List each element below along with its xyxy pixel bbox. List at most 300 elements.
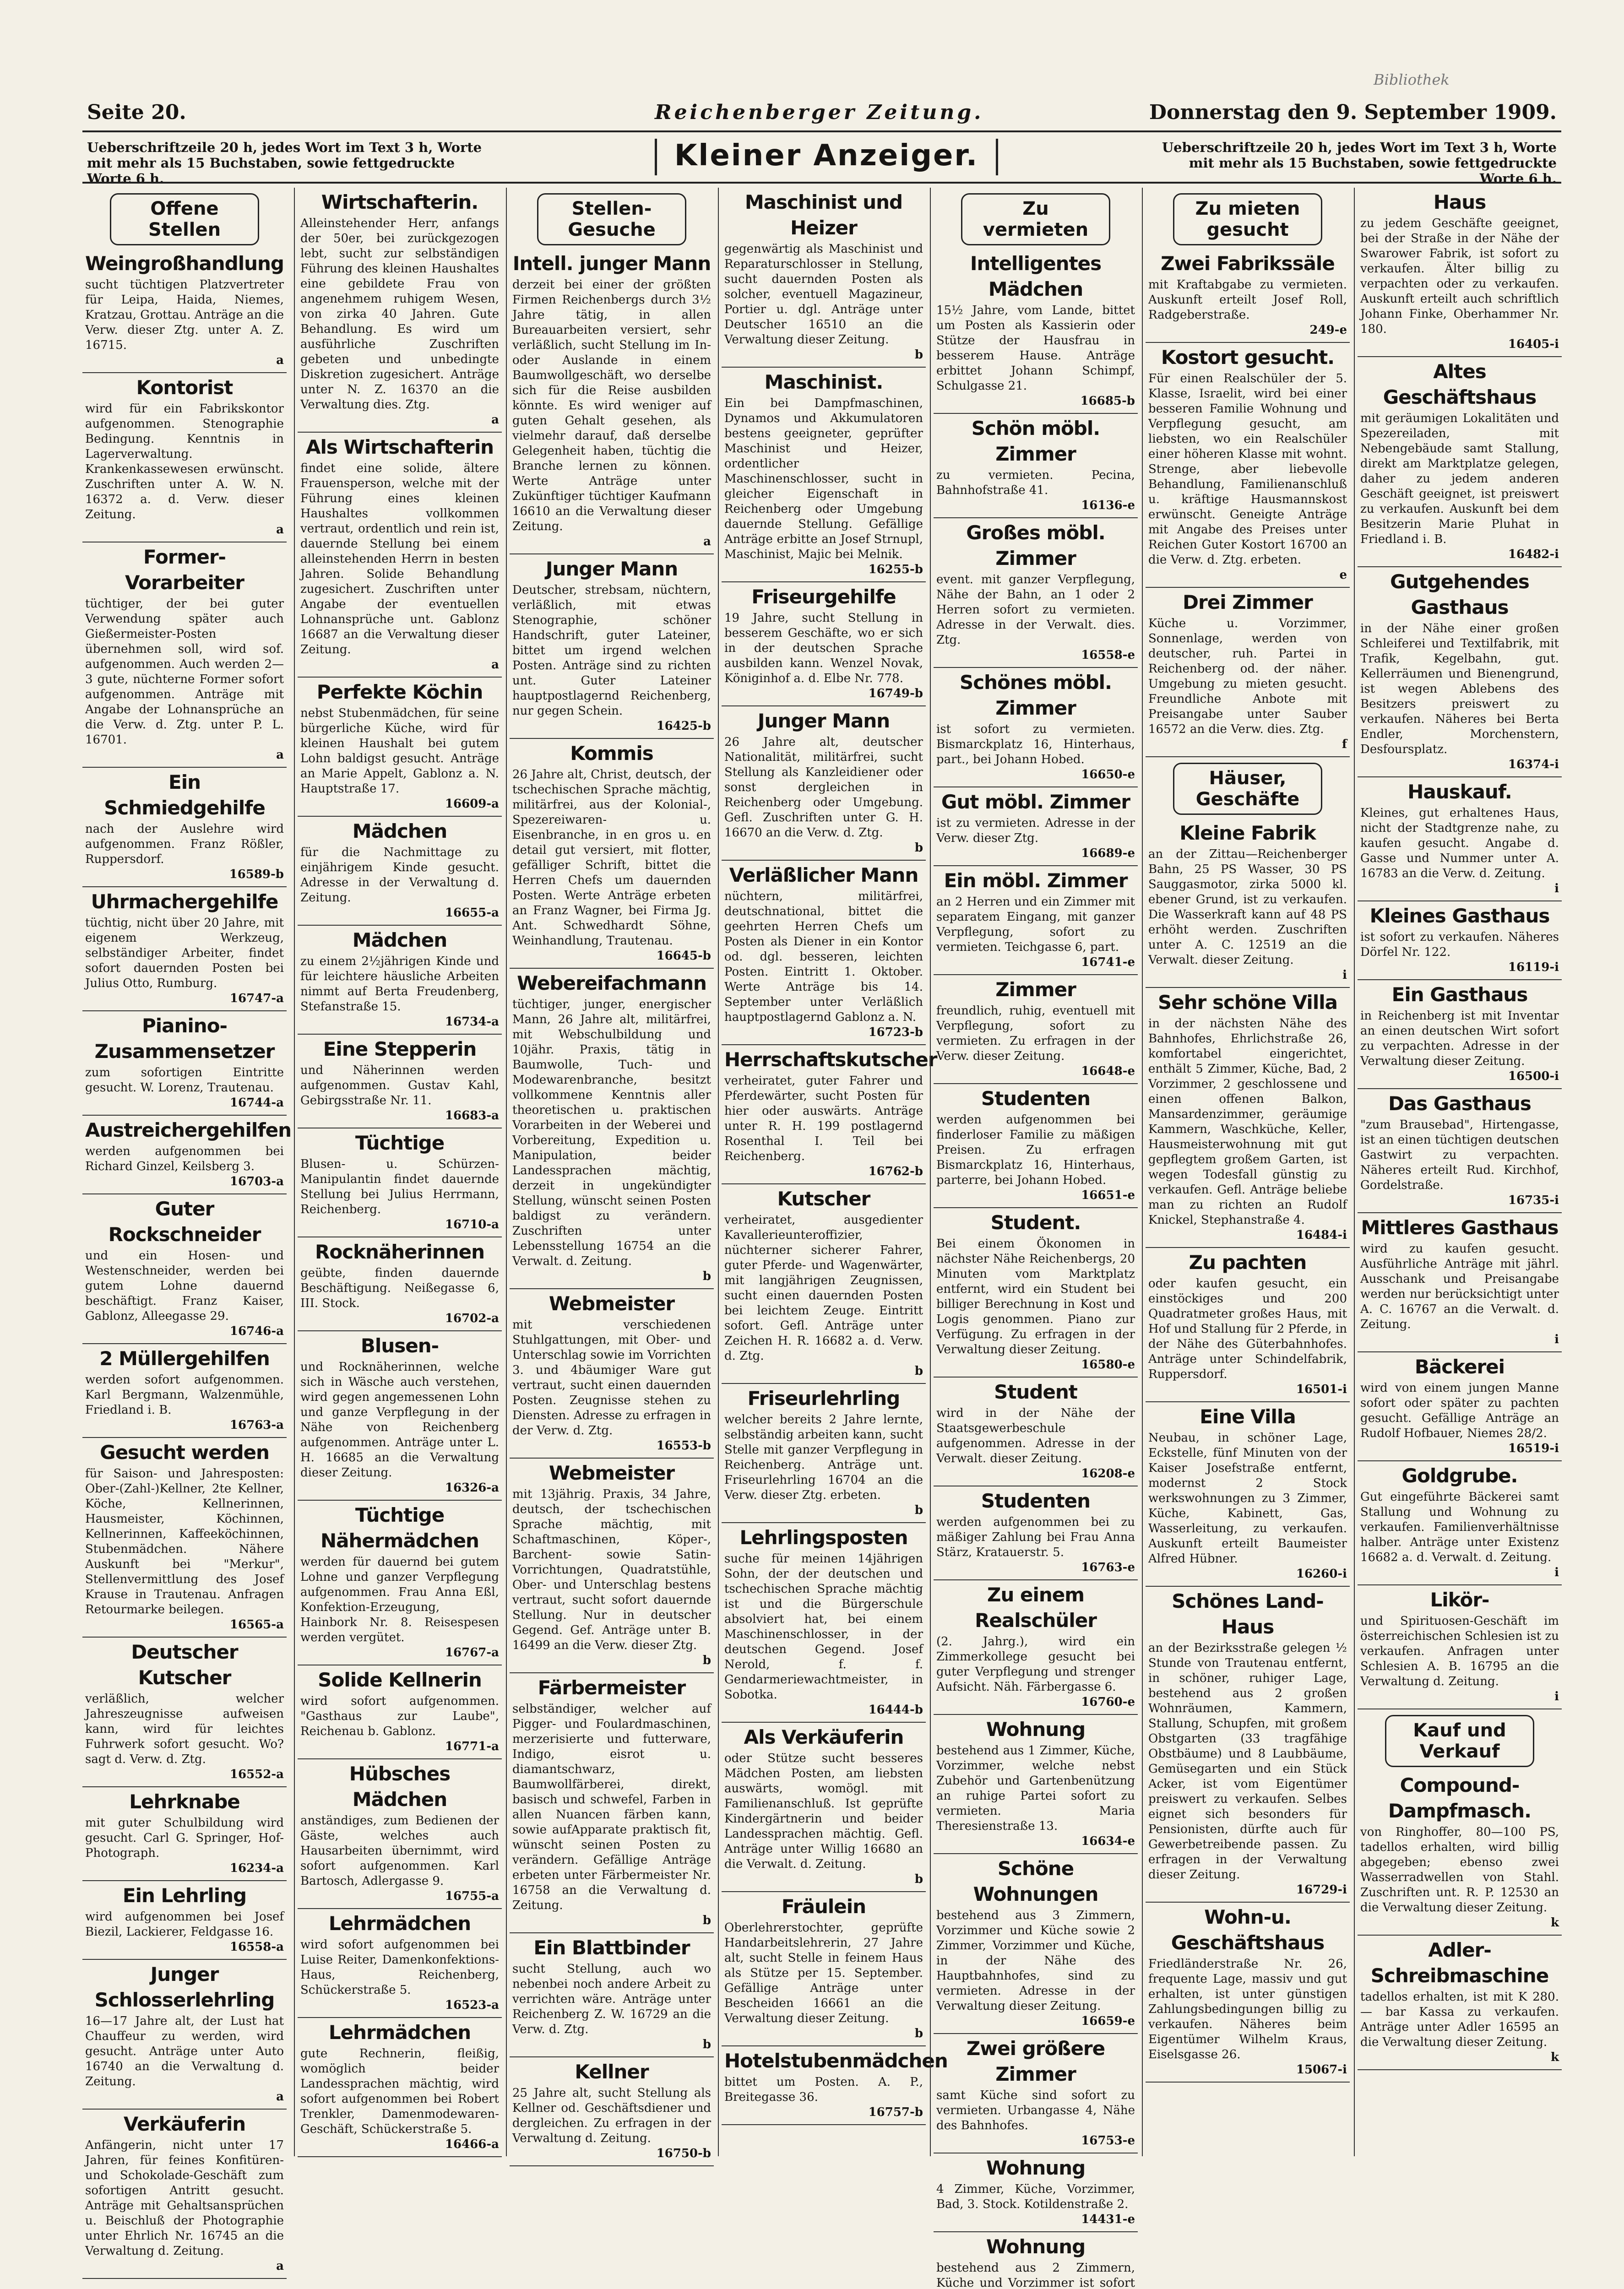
ad-number: k bbox=[1550, 1916, 1559, 1930]
ad-heading: Schöne Wohnungen bbox=[973, 1857, 1098, 1905]
classified-ad bbox=[1146, 588, 1350, 757]
ad-number: 16651-e bbox=[1081, 1188, 1135, 1202]
ad-number: 16683-a bbox=[445, 1109, 499, 1123]
classified-ad bbox=[934, 1208, 1138, 1378]
ad-heading: Zwei Fabrikssäle bbox=[1161, 252, 1335, 275]
ad-body: sucht Stellung, auch wo nebenbei noch andere Arbeit zu verrichten wäre. Anträge unter Reichenberg Z. W. 16729 an die Verw. d. Ztg. bbox=[512, 1962, 711, 2036]
ad-number: 16744-a bbox=[229, 1096, 284, 1110]
classified-ad bbox=[298, 1035, 502, 1128]
classified-ad bbox=[82, 1960, 287, 2110]
ad-number: a bbox=[276, 2090, 284, 2104]
ad-heading: Altes Geschäftshaus bbox=[1383, 360, 1537, 408]
ad-heading: Junger Mann bbox=[545, 558, 678, 580]
classified-ad bbox=[298, 1237, 502, 1331]
ad-number: 14431-e bbox=[1081, 2213, 1135, 2226]
running-header bbox=[82, 101, 1561, 128]
ad-heading: Verläßlicher Mann bbox=[729, 864, 918, 886]
ad-number: 16519-i bbox=[1508, 1442, 1559, 1455]
ad-body: Friedländerstraße Nr. 26, frequente Lage, massiv und gut erhalten, ist unter günstigen Zahlungsbedingungen billig zu verkaufen. Näheres beim Eigentümer Wilhelm Kraus, Eiselsgasse 26. bbox=[1148, 1957, 1347, 2061]
ad-number: b bbox=[914, 2027, 923, 2040]
ad-body: werden aufgenommen bei Richard Ginzel, Keilsberg 3. bbox=[85, 1144, 284, 1173]
ad-body: an der Bezirksstraße gelegen ½ Stunde von Trautenau entfernt, in schöner, ruhiger Lage, bestehend aus 2 großen Wohnräumen, Kammern, Stallung, Schupfen, mit großem Obstgarten (33 tragfähige Obstbäume) und 8 Laubbäume, Gemüsegarten und ein Stück Acker, ist vom Eigentümer preiswert zu verkaufen. Selbes eignet sich besonders für Pensionisten, dürfte auch für Gewerbetreibende passen. Zu erfragen in der Verwaltung dieser Zeitung. bbox=[1148, 1641, 1347, 1882]
ad-number: a bbox=[703, 535, 711, 548]
ad-body: 25 Jahre alt, sucht Stellung als Kellner od. Geschäftsdiener und dergleichen. Zu erfragen in der Verwaltung d. Zeitung. bbox=[512, 2086, 711, 2145]
ad-body: werden sofort aufgenommen. Karl Bergmann, Walzenmühle, Friedland i. B. bbox=[85, 1373, 284, 1417]
classified-ad bbox=[82, 2110, 287, 2279]
ad-heading: Zimmer bbox=[995, 978, 1076, 1001]
column-3 bbox=[510, 188, 714, 2160]
column-6 bbox=[1146, 188, 1350, 2156]
ad-body: und Rocknäherinnen, welche sich in Wäsche auch verstehen, wird gegen angemessenen Lohn und ganze Verpflegung in der Nähe von Reichenberg aufgenommen. Anträge unter L. H. 16685 an die Verwaltung dieser Zeitung. bbox=[300, 1360, 499, 1480]
classified-ad bbox=[934, 1854, 1138, 2034]
ad-heading: Ein Schmiedgehilfe bbox=[104, 771, 265, 819]
ad-body: freundlich, ruhig, eventuell mit Verpflegung, sofort zu vermieten. Zu erfragen in der Verw. dieser Zeitung. bbox=[936, 1004, 1135, 1063]
ad-number: 16558-e bbox=[1081, 648, 1135, 662]
classified-ad bbox=[1358, 188, 1562, 357]
ad-body: wird für ein Fabrikskontor aufgenommen. Stenographie Bedingung. Kenntnis in Lagerverwaltung. Krankenkassewesen erwünscht. Zuschriften unter A. W. N. 16372 a. d. Verw. dieser Zeitung. bbox=[85, 402, 284, 521]
classified-ad bbox=[934, 1084, 1138, 1208]
ad-number: 16565-a bbox=[229, 1618, 284, 1632]
ad-body: 4 Zimmer, Küche, Vorzimmer, Bad, 3. Stock. Kotildenstraße 2. bbox=[936, 2182, 1135, 2211]
ad-heading: Sehr schöne Villa bbox=[1158, 991, 1337, 1014]
ad-body: anständiges, zum Bedienen der Gäste, welches auch Hausarbeiten übernimmt, wird sofort aufgenommen. Karl Bartosch, Adlergasse 9. bbox=[300, 1814, 499, 1888]
ad-number: 16746-a bbox=[229, 1324, 284, 1338]
ad-number: 16553-b bbox=[656, 1439, 711, 1453]
ad-heading: Austreichergehilfen bbox=[85, 1119, 291, 1141]
classified-ad bbox=[1146, 1248, 1350, 1402]
ad-number: 15067-i bbox=[1296, 2063, 1347, 2077]
ad-number: 16208-e bbox=[1081, 1467, 1135, 1481]
ad-heading: Herrschaftskutscher bbox=[724, 1048, 937, 1071]
ad-body: und Näherinnen werden aufgenommen. Gustav Kahl, Gebirgsstraße Nr. 11. bbox=[300, 1063, 499, 1107]
ad-heading: Former-Vorarbeiter bbox=[125, 546, 244, 594]
classified-ad bbox=[1146, 1587, 1350, 1903]
ad-heading: Fräulein bbox=[781, 1895, 866, 1918]
column-2 bbox=[298, 188, 502, 2156]
ad-number: k bbox=[1550, 2050, 1559, 2064]
ad-heading: Wohn-u. Geschäftshaus bbox=[1171, 1906, 1325, 1954]
ad-number: e bbox=[1339, 568, 1347, 582]
ad-heading: Hauskauf. bbox=[1407, 781, 1512, 803]
ad-heading: Kostort gesucht. bbox=[1161, 346, 1335, 369]
classified-ad bbox=[298, 926, 502, 1035]
ad-body: Blusen- u. Schürzen-Manipulantin findet dauernde Stellung bei Julius Herrmann, Reichenberg. bbox=[300, 1157, 499, 1216]
ad-body: oder Stütze sucht besseres Mädchen Posten, am liebsten auswärts, womögl. mit Familienanschluß. Ist geprüfte Kindergärtnerin und beider Landessprachen mächtig. Gefl. Anträge unter Willig 16680 an die Verwalt. d. Zeitung. bbox=[724, 1752, 923, 1871]
ad-number: 16136-e bbox=[1081, 499, 1135, 512]
ad-body: bittet um Posten. A. P., Breitegasse 36. bbox=[724, 2075, 923, 2104]
classified-ad bbox=[1358, 980, 1562, 1089]
ad-heading: Kleines Gasthaus bbox=[1369, 905, 1550, 927]
column-5 bbox=[934, 188, 1138, 2289]
ad-heading: Eine Villa bbox=[1200, 1405, 1296, 1428]
ad-number: a bbox=[276, 523, 284, 537]
ad-body: Anfängerin, nicht unter 17 Jahren, für feines Konfitüren- und Schokolade-Geschäft zum sofortigen Antritt gesucht. Anträge mit Gehaltsansprüchen u. Beischluß der Photographie unter Ehrlich Nr. 16745 an die Verwaltung d. Zeitung. bbox=[85, 2138, 284, 2258]
ad-body: in der nächsten Nähe des Bahnhofes, Ehrlichstraße 26, komfortabel eingerichtet, enthält 5 Zimmer, Küche, Bad, 2 Vorzimmer, 2 geschlossene und einen offenen Balkon, Mansardenzimmer, geräumige Kammern, Waschküche, Keller, Hausmeisterwohnung mit gut gepflegtem großem Garten, ist wegen Todesfall günstig zu verkaufen. Gefl. Anträge beliebe man zu richten an Rudolf Knickel, Stephanstraße 4. bbox=[1148, 1017, 1347, 1227]
ad-heading: Mittleres Gasthaus bbox=[1361, 1216, 1559, 1239]
classified-ad bbox=[722, 706, 926, 861]
ad-heading: Lehrmädchen bbox=[328, 2021, 471, 2044]
ad-number: 16771-a bbox=[445, 1740, 499, 1753]
classified-ad bbox=[1358, 1771, 1562, 1936]
ad-heading: Das Gasthaus bbox=[1388, 1092, 1531, 1115]
ad-body: 26 Jahre alt, Christ, deutsch, der tschechischen Sprache mächtig, militärfrei, aus der Kolonial-, Spezereiwaren- u. Eisenbranche, in en gros u. en detail gut versiert, mit flotter, gefälliger Schrift, bittet die Herren Chefs um dauernden Posten. Werte Anträge erbeten an Franz Wagner, bei Firma Jg. Ant. Schwedhardt Söhne, Weinhandlung, Trautenau. bbox=[512, 768, 711, 948]
ad-heading: Intelligentes Mädchen bbox=[970, 252, 1102, 300]
price-note-right: Ueberschriftzeile 20 h, jedes Wort im Text 3 h, Worte mit mehr als 15 Buchstaben, sowie fettgedruckte Worte 6 h. bbox=[1162, 140, 1557, 186]
ad-number: 16750-b bbox=[656, 2147, 711, 2160]
ad-number: 16580-e bbox=[1081, 1358, 1135, 1372]
column-divider bbox=[1142, 188, 1143, 2156]
ad-heading: Tüchtige bbox=[355, 1132, 445, 1154]
ad-number: i bbox=[1554, 1333, 1559, 1346]
ad-heading: Perfekte Köchin bbox=[316, 681, 483, 703]
classified-ad bbox=[1146, 1402, 1350, 1587]
ad-number: 16650-e bbox=[1081, 768, 1135, 781]
classified-ad bbox=[510, 2057, 714, 2166]
classified-ad bbox=[1358, 1089, 1562, 1213]
ad-heading: Zwei größere Zimmer bbox=[966, 2037, 1105, 2085]
classified-ad bbox=[82, 1116, 291, 1194]
classified-ad bbox=[82, 249, 287, 373]
ad-heading: Intell. junger Mann bbox=[512, 252, 711, 275]
ad-number: 16685-b bbox=[1080, 394, 1135, 408]
classified-ad bbox=[722, 582, 926, 706]
classified-ad bbox=[510, 1459, 714, 1673]
ad-body: Neubau, in schöner Lage, Eckstelle, fünf Minuten von der Kaiser Josefstraße entfernt, modernst 2 Stock werkswohnungen zu 3 Zimmer, Küche, Kabinett, Gas, Wasserleitung, zu verkaufen. Auskunft erteilt Baumeister Alfred Hübner. bbox=[1148, 1431, 1347, 1566]
ad-heading: 2 Müllergehilfen bbox=[99, 1347, 270, 1370]
classified-ad bbox=[298, 2018, 502, 2157]
ad-number: 16689-e bbox=[1081, 846, 1135, 860]
ad-heading: Kellner bbox=[575, 2061, 649, 2083]
ad-number: 16552-a bbox=[229, 1768, 284, 1781]
classified-ad bbox=[934, 414, 1138, 518]
section-heading: Offene Stellen bbox=[110, 193, 259, 245]
ad-heading: Mädchen bbox=[352, 820, 447, 842]
ad-body: Oberlehrerstochter, geprüfte Handarbeitslehrerin, 27 Jahre alt, sucht Stelle in feinem Haus als Stütze per 15. September. Gefällige Anträge unter Bescheiden 16661 an die Verwaltung dieser Zeitung. bbox=[724, 1921, 923, 2025]
ad-number: 16234-a bbox=[229, 1861, 284, 1875]
column-divider bbox=[718, 188, 719, 2156]
ad-body: wird aufgenommen bei Josef Biezil, Lackierer, Feldgasse 16. bbox=[85, 1910, 284, 1939]
ad-body: tüchtiger, junger, energischer Mann, 26 Jahre alt, militärfrei, mit Webschulbildung und 10jähr. Praxis, tätig in Baumwolle, Tuch- und Modewarenbranche, besitzt vollkommene Kenntnis aller theoretischen u. praktischen Vorarbeiten in der Weberei und Vorbereitung, Expedition u. Manipulation, beider Landessprachen mächtig, derzeit in ungekündigter Stellung, wünscht seinen Posten baldigst zu verändern. Zuschriften unter Lebensstellung 16754 an die Verwalt. d. Zeitung. bbox=[512, 998, 711, 1268]
ad-number: 16753-e bbox=[1081, 2134, 1135, 2148]
ad-number: 16763-a bbox=[229, 1418, 284, 1432]
ad-number: 16523-a bbox=[445, 1998, 499, 2012]
classified-ad bbox=[298, 1665, 502, 1759]
ad-heading: Maschinist. bbox=[764, 371, 883, 393]
ad-number: 16444-b bbox=[868, 1703, 923, 1717]
ad-heading: Mädchen bbox=[352, 929, 447, 951]
ad-body: werden aufgenommen bei zu mäßiger Zahlung bei Frau Anna Stärz, Kratauerstr. 5. bbox=[936, 1515, 1135, 1559]
ad-heading: Tüchtige Nähermädchen bbox=[320, 1504, 479, 1552]
ad-heading: Ein Gasthaus bbox=[1391, 983, 1528, 1006]
ad-body: nüchtern, militärfrei, deutschnational, bittet die geehrten Herren Chefs um Posten als Diener in ein Kontor od. dgl. besseren, leichten Posten. Eintritt 1. Oktober. Werte Anträge bis 14. September unter Verläßlich hauptpostlagernd Gablonz a. N. bbox=[724, 890, 923, 1024]
ad-heading: Ein Lehrling bbox=[122, 1884, 247, 1907]
classified-ad bbox=[510, 1289, 714, 1459]
ad-body: werden für dauernd bei gutem Lohne und ganzer Verpflegung aufgenommen. Frau Anna Eßl, Konfektion-Erzeugung, Hainbork Nr. 8. Reisespesen werden vergütet. bbox=[300, 1555, 499, 1644]
ad-number: 16729-i bbox=[1296, 1883, 1347, 1897]
ad-number: 16655-a bbox=[445, 906, 499, 920]
ad-body: tadellos erhalten, ist mit K 280.— bar Kassa zu verkaufen. Anträge unter Adler 16595 an die Verwaltung dieser Zeitung. bbox=[1360, 1990, 1559, 2049]
ad-number: 16326-a bbox=[445, 1481, 499, 1495]
ad-body: und Spirituosen-Geschäft im österreichischen Schlesien ist zu verkaufen. Anfragen unter Schlesien A. B. 16795 an die Verwaltung d. Zeitung. bbox=[1360, 1614, 1559, 1688]
ad-heading: Guter Rockschneider bbox=[108, 1198, 261, 1246]
classified-ad bbox=[298, 1331, 502, 1501]
ad-number: 16374-i bbox=[1508, 758, 1559, 771]
ad-body: gute Rechnerin, fleißig, womöglich beider Landessprachen mächtig, wird sofort aufgenommen bei Robert Trenkler, Damenmodewaren-Geschäft, Schückerstraße 5. bbox=[300, 2047, 499, 2136]
ad-number: b bbox=[702, 2038, 711, 2051]
ad-number: 16734-a bbox=[445, 1015, 499, 1029]
classified-ad bbox=[934, 2153, 1138, 2232]
ad-heading: Lehrlingsposten bbox=[739, 1526, 908, 1549]
classified-ad bbox=[934, 787, 1138, 866]
classified-ad bbox=[722, 1723, 926, 1892]
ad-heading: Als Wirtschafterin bbox=[305, 436, 494, 458]
ad-number: i bbox=[1554, 882, 1559, 895]
ad-number: 16762-b bbox=[868, 1165, 923, 1178]
classified-ad bbox=[298, 817, 502, 926]
ad-heading: Eine Stepperin bbox=[323, 1038, 477, 1060]
ad-heading: Als Verkäuferin bbox=[744, 1726, 904, 1748]
ad-body: in Reichenberg ist mit Inventar an einen deutschen Wirt sofort zu verpachten. Adresse in der Verwaltung dieser Zeitung. bbox=[1360, 1009, 1559, 1068]
ad-heading: Compound-Dampfmasch. bbox=[1388, 1774, 1532, 1822]
classified-ad bbox=[82, 1344, 287, 1438]
classified-ad bbox=[82, 542, 287, 768]
ad-body: samt Küche sind sofort zu vermieten. Urbangasse 4, Nähe des Bahnhofes. bbox=[936, 2088, 1135, 2132]
ad-number: 16255-b bbox=[868, 563, 923, 576]
ad-heading: Maschinist und Heizer bbox=[744, 191, 903, 239]
column-divider bbox=[930, 188, 931, 2156]
ad-body: an der Zittau—Reichenberger Bahn, 25 PS Wasser, 30 PS Sauggasmotor, zirka 5000 kl. ebener Grund, ist zu verkaufen. Die Wasserkraft kann auf 48 PS erhöht werden. Zuschriften unter A. C. 12519 an die Verwalt. dieser Zeitung. bbox=[1148, 847, 1347, 967]
ad-body: 15½ Jahre, vom Lande, bittet um Posten als Kassierin oder Stütze der Hausfrau in besserem Hause. Anträge erbittet Johann Schimpf, Schulgasse 21. bbox=[936, 304, 1135, 393]
classified-ad bbox=[934, 668, 1138, 787]
classified-ad bbox=[82, 1011, 287, 1116]
ad-heading: Goldgrube. bbox=[1401, 1465, 1518, 1487]
section-heading: Häuser, Geschäfte bbox=[1173, 763, 1322, 815]
classified-ad bbox=[722, 1892, 926, 2046]
ad-number: 16702-a bbox=[445, 1312, 499, 1325]
column-1 bbox=[82, 188, 291, 2273]
issue-date: Donnerstag den 9. September 1909. bbox=[1149, 101, 1557, 124]
ad-body: suche für meinen 14jährigen Sohn, der der deutschen und tschechischen Sprache mächtig ist und die Bürgerschule absolviert hat, bei einem Maschinenschlosser, in der deutschen Gegend. Josef Nerold, f. f. Gendarmeriewachtmeister, in Sobotka. bbox=[724, 1552, 923, 1702]
ad-body: Küche u. Vorzimmer, Sonnenlage, werden von deutscher, ruh. Partei in Reichenberg od. der näher. Umgebung zu mieten gesucht. Freundliche Anbote mit Preisangabe unter Sauber 16572 an die Verw. dies. Ztg. bbox=[1148, 617, 1347, 736]
ad-heading: Webmeister bbox=[549, 1292, 675, 1315]
ad-body: 19 Jahre, sucht Stellung in besserem Geschäfte, wo er sich in der deutschen Sprache ausbilden kann. Wenzel Novak, Königinhof a. d. Elbe Nr. 778. bbox=[724, 611, 923, 685]
ad-heading: Zu einem Realschüler bbox=[975, 1584, 1097, 1632]
ad-body: ist zu vermieten. Adresse in der Verw. dieser Ztg. bbox=[936, 816, 1135, 845]
ad-heading: Gesucht werden bbox=[100, 1441, 269, 1464]
classified-banner bbox=[82, 139, 1561, 186]
ad-heading: Lehrmädchen bbox=[328, 1912, 471, 1935]
ad-heading: Solide Kellnerin bbox=[318, 1669, 482, 1691]
ad-body: zu einem 2½jährigen Kinde und für leichtere häusliche Arbeiten nimmt auf Berta Freudenberg, Stefanstraße 15. bbox=[300, 955, 499, 1014]
ad-number: 16645-b bbox=[656, 949, 711, 963]
classified-ad bbox=[1358, 1585, 1562, 1709]
ad-body: nebst Stubenmädchen, für seine bürgerliche Küche, wird für kleinen Haushalt bei gutem Lohn baldigst gesucht. Anträge an Marie Appelt, Gablonz a. N. Hauptstraße 17. bbox=[300, 706, 499, 796]
ad-body: bestehend aus 1 Zimmer, Küche, Vorzimmer, welche nebst Zubehör und Gartenbenützung an ruhige Partei sofort zu vermieten. Maria Theresienstraße 13. bbox=[936, 1744, 1135, 1833]
ad-heading: Schönes möbl. Zimmer bbox=[960, 671, 1112, 719]
ad-number: 16484-i bbox=[1296, 1228, 1347, 1242]
ad-body: ist sofort zu verkaufen. Näheres Dörfel Nr. 122. bbox=[1360, 930, 1559, 959]
classified-ad bbox=[934, 1715, 1138, 1854]
ad-body: für die Nachmittage zu einjährigem Kinde gesucht. Adresse in der Verwaltung d. Zeitung. bbox=[300, 846, 499, 905]
ad-body: mit verschiedenen Stuhlgattungen, mit Ober- und Unterschlag sowie im Vorrichten 3. und 4bäumiger Ware gut vertraut, sucht einen dauernden Posten. Zeugnisse stehen zu Diensten. Adresse zu erfragen in der Verw. d. Ztg. bbox=[512, 1318, 711, 1437]
ad-number: 16710-a bbox=[445, 1218, 499, 1231]
ad-body: Bei einem Ökonomen in nächster Nähe Reichenbergs, 20 Minuten vom Marktplatz entfernt, wird ein Student bei billiger Berechnung in Kost und Logis genommen. Piano zur Verfügung. Zu erfragen in der Verwaltung dieser Zeitung. bbox=[936, 1237, 1135, 1356]
ad-body: zu jedem Geschäfte geeignet, bei der Straße in der Nähe der Swarower Fabrik, ist sofort zu verkaufen. Älter billig zu verpachten oder zu verkaufen. Auskunft erteilt auch schriftlich Johann Finke, Oberhammer Nr. 180. bbox=[1360, 217, 1559, 336]
section-heading: Zu mieten gesucht bbox=[1173, 193, 1322, 245]
ad-heading: Schön möbl. Zimmer bbox=[971, 417, 1100, 465]
classified-ad bbox=[1358, 567, 1562, 777]
ad-number: a bbox=[491, 658, 499, 672]
classified-ad bbox=[82, 1881, 287, 1960]
ad-number: 16760-e bbox=[1081, 1695, 1135, 1709]
ad-body: und ein Hosen- und Westenschneider, werden bei gutem Lohne dauernd beschäftigt. Franz Kaiser, Gablonz, Alleegasse 29. bbox=[85, 1249, 284, 1323]
ad-heading: Wohnung bbox=[986, 2235, 1086, 2258]
ad-body: wird zu kaufen gesucht. Ausführliche Anträge mit jährl. Ausschank und Preisangabe werden nur berücksichtigt unter A. C. 16767 an die Verwalt. d. Zeitung. bbox=[1360, 1242, 1559, 1331]
classified-ad bbox=[722, 188, 926, 368]
ad-heading: Uhrmachergehilfe bbox=[91, 890, 278, 913]
classified-ad bbox=[722, 1045, 937, 1184]
ad-heading: Haus bbox=[1433, 191, 1486, 213]
ad-heading: Kleine Fabrik bbox=[1179, 822, 1316, 844]
ad-body: werden aufgenommen bei finderloser Familie zu mäßigen Preisen. Zu erfragen Bismarckplatz 16, Hinterhaus, parterre, bei Johann Hobed. bbox=[936, 1113, 1135, 1187]
classified-ad bbox=[1358, 777, 1562, 901]
ad-number: 16119-i bbox=[1508, 960, 1559, 974]
ad-heading: Lehrknabe bbox=[129, 1790, 240, 1813]
classified-ad bbox=[1146, 1903, 1350, 2083]
ad-heading: Studenten bbox=[981, 1490, 1091, 1512]
ad-number: 16747-a bbox=[229, 992, 284, 1005]
newspaper-name: Reichenberger Zeitung. bbox=[655, 101, 984, 124]
ad-body: mit Kraftabgabe zu vermieten. Auskunft erteilt Josef Roll, Radgeberstraße. bbox=[1148, 278, 1347, 322]
ad-number: 16466-a bbox=[445, 2137, 499, 2151]
ad-number: 16405-i bbox=[1508, 337, 1559, 351]
ad-body: nach der Auslehre wird aufgenommen. Franz Rößler, Ruppersdorf. bbox=[85, 822, 284, 866]
classified-ad bbox=[510, 1933, 714, 2057]
ad-number: 249-e bbox=[1309, 323, 1347, 337]
ad-body: zu vermieten. Pecina, Bahnhofstraße 41. bbox=[936, 468, 1135, 497]
classified-ad bbox=[82, 1638, 287, 1787]
ad-number: b bbox=[914, 841, 923, 855]
classified-ad bbox=[1358, 1352, 1562, 1461]
ad-body: mit geräumigen Lokalitäten und Spezereiladen, mit Nebengebäude samt Stallung, direkt am Marktplatze gelegen, daher zu jedem anderen Geschäft geeignet, ist preiswert zu verkaufen. Auskunft bei dem Besitzerin Marie Pluhat in Friedland i. B. bbox=[1360, 412, 1559, 546]
ad-heading: Webereifachmann bbox=[517, 972, 706, 994]
ad-heading: Junger Schlosserlehrling bbox=[94, 1963, 275, 2011]
classified-ad bbox=[510, 739, 714, 969]
ad-number: b bbox=[702, 1654, 711, 1667]
ad-number: 16589-b bbox=[229, 868, 284, 881]
ad-heading: Färbermeister bbox=[538, 1676, 686, 1699]
ad-body: (2. Jahrg.), wird ein Zimmerkollege gesucht bei guter Verpflegung und strenger Aufsicht. Näh. Färbergasse 6. bbox=[936, 1635, 1135, 1694]
ad-body: Kleines, gut erhaltenes Haus, nicht der Stadtgrenze nahe, zu kaufen gesucht. Angabe d. Gasse und Nummer unter A. 16783 an die Verw. d. Zeitung. bbox=[1360, 806, 1559, 880]
ad-body: mit 13jährig. Praxis, 34 Jahre, deutsch, der tschechischen Sprache mächtig, mit Schaftmaschinen, Köper-, Barchent- sowie Satin-Vorrichtungen, Quadratstühle, Ober- und Unterschlag bestens vertraut, sucht sofort dauernde Stellung. Nur in deutscher Gegend. Gef. Anträge unter B. 16499 an die Verw. dieser Ztg. bbox=[512, 1487, 711, 1652]
ad-heading: Weingroßhandlung bbox=[85, 252, 284, 275]
ad-heading: Kutscher bbox=[777, 1188, 870, 1210]
ad-number: 16735-i bbox=[1508, 1193, 1559, 1207]
ad-heading: Adler-Schreibmaschine bbox=[1370, 1939, 1549, 1987]
ad-heading: Student bbox=[994, 1381, 1077, 1403]
ad-number: 16741-e bbox=[1081, 955, 1135, 969]
ad-body: Gut eingeführte Bäckerei samt Stallung und Wohnung zu verkaufen. Familienverhältnisse halber. Anträge unter Existenz 16682 a. d. Verwalt. d. Zeitung. bbox=[1360, 1490, 1559, 1564]
header-rule bbox=[82, 130, 1561, 132]
column-divider bbox=[506, 188, 507, 2156]
ad-heading: Deutscher Kutscher bbox=[131, 1641, 238, 1689]
ad-number: 16558-a bbox=[229, 1940, 284, 1954]
ad-body: verläßlich, welcher Jahreszeugnisse aufweisen kann, wird für leichtes Fuhrwerk sofort gesucht. Wo? sagt d. Verw. d. Ztg. bbox=[85, 1692, 284, 1766]
price-note-left: Ueberschriftzeile 20 h, jedes Wort im Text 3 h, Worte mit mehr als 15 Buchstaben, sowie fettgedruckte Worte 6 h. bbox=[87, 140, 482, 186]
classified-ad bbox=[298, 433, 502, 678]
ad-number: 16634-e bbox=[1081, 1834, 1135, 1848]
classified-ad bbox=[82, 1438, 287, 1638]
classified-ad bbox=[82, 1194, 287, 1344]
ad-number: 16757-b bbox=[868, 2105, 923, 2119]
classified-ad bbox=[1358, 1936, 1562, 2070]
ad-heading: Gut möbl. Zimmer bbox=[941, 791, 1130, 813]
ad-heading: Webmeister bbox=[549, 1462, 675, 1484]
ad-heading: Gutgehendes Gasthaus bbox=[1390, 570, 1529, 618]
ad-body: in der Nähe einer großen Schleiferei und Textilfabrik, mit Trafik, Kegelbahn, gut. Kellerräumen und Bienengrund, ist wegen Ablebens des Besitzers preiswert zu verkaufen. Näheres bei Berta Endler, Morchenstern, Desfoursplatz. bbox=[1360, 622, 1559, 756]
ad-number: b bbox=[914, 1872, 923, 1886]
ad-heading: Wohnung bbox=[986, 2157, 1086, 2179]
newspaper-page bbox=[82, 71, 1561, 2289]
ad-number: a bbox=[276, 2259, 284, 2273]
ad-heading: Zu pachten bbox=[1189, 1251, 1307, 1274]
ad-number: 16723-b bbox=[868, 1025, 923, 1039]
classified-ad bbox=[1358, 357, 1562, 567]
ad-heading: Rocknäherinnen bbox=[315, 1241, 484, 1263]
ad-body: event. mit ganzer Verpflegung, Nähe der Bahn, an 1 oder 2 Herren sofort zu vermieten. Adresse in der Verwalt. dies. Ztg. bbox=[936, 573, 1135, 647]
ad-number: 16767-a bbox=[445, 1646, 499, 1660]
ad-body: wird in der Nähe der Staatsgewerbeschule aufgenommen. Adresse in der Verwalt. dieser Zeitung. bbox=[936, 1406, 1135, 1465]
classified-ad bbox=[510, 1673, 714, 1933]
column-divider bbox=[294, 188, 295, 2156]
section-heading: Kauf und Verkauf bbox=[1385, 1715, 1534, 1767]
ad-heading: Bäckerei bbox=[1414, 1356, 1505, 1378]
ad-body: 26 Jahre alt, deutscher Nationalität, militärfrei, sucht Stellung als Kanzleidiener oder sonst dergleichen in Reichenberg oder Umgebung. Gefl. Zuschriften unter G. H. 16670 an die Verw. d. Ztg. bbox=[724, 735, 923, 840]
ad-number: 16703-a bbox=[229, 1175, 284, 1188]
ad-number: f bbox=[1342, 738, 1347, 751]
ad-heading: Pianino-Zusammensetzer bbox=[94, 1014, 275, 1063]
ad-heading: Ein möbl. Zimmer bbox=[944, 869, 1128, 892]
classified-ad bbox=[82, 373, 287, 542]
ad-body: Für einen Realschüler der 5. Klasse, Israelit, wird bei einer besseren Familie Wohnung und Verpflegung gesucht, am liebsten, wo ein Realschüler einer höheren Klasse mit wohnt. Strenge, aber liebevolle Behandlung, Familienanschluß u. kräftige Hausmannskost erwünscht. Geneigte Anträge mit Angabe des Preises unter Reichen Guter Kostort 16700 an die Verw. d. Ztg. erbeten. bbox=[1148, 372, 1347, 567]
ad-number: 16482-i bbox=[1508, 548, 1559, 561]
classified-ad bbox=[934, 1486, 1138, 1580]
ad-number: b bbox=[914, 1503, 923, 1517]
ad-body: welcher bereits 2 Jahre lernte, selbständig arbeiten kann, sucht Stelle mit ganzer Verpflegung in Reichenberg. Anträge unt. Friseurlehrling 16704 an die Verw. dieser Ztg. erbeten. bbox=[724, 1413, 923, 1502]
classified-ad bbox=[1358, 1461, 1562, 1585]
classified-ad bbox=[1146, 343, 1350, 588]
ad-heading: Schönes Land-Haus bbox=[1172, 1590, 1324, 1638]
ad-body: findet eine solide, ältere Frauensperson, welche mit der Führung eines kleinen Haushaltes vollkommen vertraut, ordentlich und rein ist, dauernde Stellung bei einem alleinstehenden Herrn in besten Jahren. Solide Behandlung zugesichert. Zuschriften unter Angabe der eventuellen Lohnansprüche unt. Gablonz 16687 an die Verwaltung dieser Zeitung. bbox=[300, 461, 499, 656]
ad-body: zum sofortigen Eintritte gesucht. W. Lorenz, Trautenau. bbox=[85, 1066, 284, 1095]
classified-ad bbox=[1146, 819, 1350, 988]
classified-ad bbox=[722, 1384, 926, 1523]
classified-ad bbox=[82, 887, 287, 1011]
ad-body: wird von einem jungen Manne sofort oder später zu pachten gesucht. Gefällige Anträge an Rudolf Hofbauer, Niemes 28/2. bbox=[1360, 1381, 1559, 1440]
ad-heading: Drei Zimmer bbox=[1183, 591, 1313, 613]
ad-body: mit guter Schulbildung wird gesucht. Carl G. Springer, Hof-Photograph. bbox=[85, 1816, 284, 1860]
ad-number: b bbox=[914, 348, 923, 362]
classified-ad bbox=[298, 188, 502, 433]
ad-body: sucht tüchtigen Platzvertreter für Leipa, Haida, Niemes, Kratzau, Grottau. Anträge an die Verw. dieser Ztg. unter A. Z. 16715. bbox=[85, 278, 284, 352]
ad-heading: Kontorist bbox=[136, 376, 233, 399]
ad-body: wird sofort aufgenommen. "Gasthaus zur Laube", Reichenau b. Gablonz. bbox=[300, 1694, 499, 1738]
classified-ad bbox=[510, 969, 714, 1289]
ad-number: i bbox=[1554, 1566, 1559, 1579]
classified-ad bbox=[298, 1909, 502, 2018]
classified-ad bbox=[510, 249, 714, 554]
classified-ad bbox=[298, 1128, 502, 1237]
